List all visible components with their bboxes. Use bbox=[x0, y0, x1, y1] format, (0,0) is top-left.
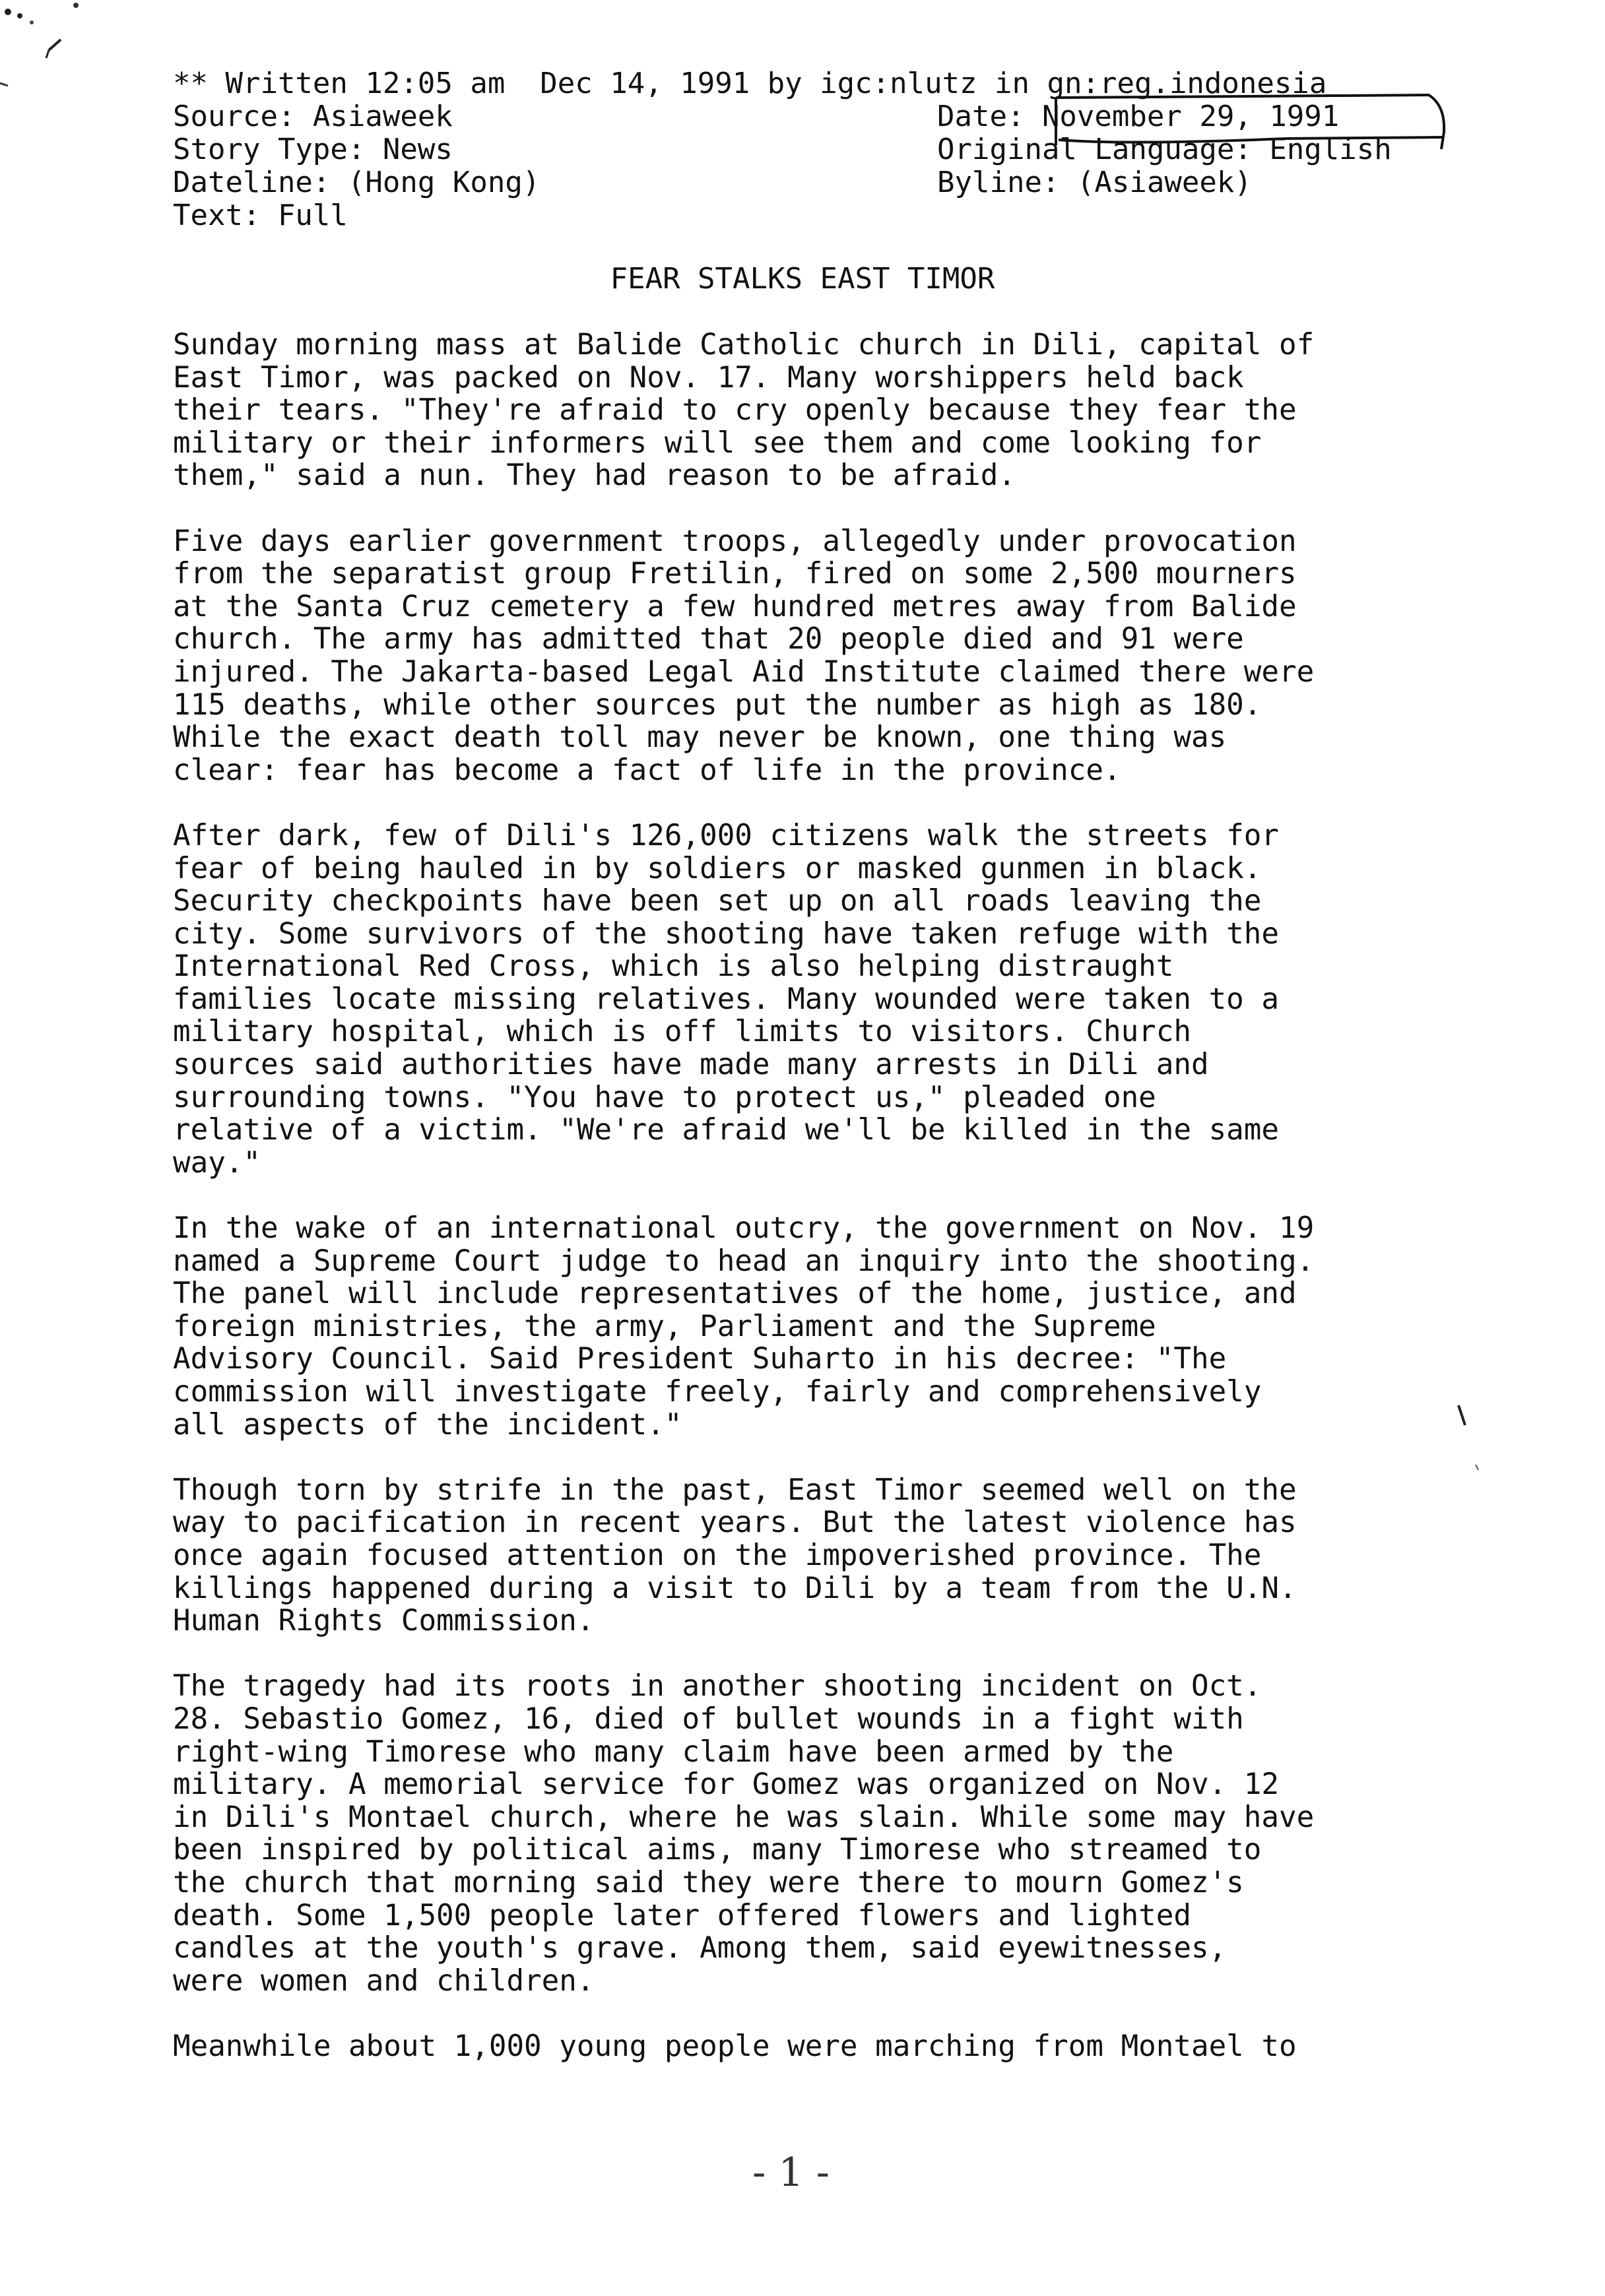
article-paragraph: The tragedy had its roots in another shooting incident on Oct. 28. Sebastio Gomez, 16, died of bullet wounds in a fight with right-wing Timorese who many claim have been armed by the military. A memorial service for Gomez was organized on Nov. 12 in Dili's Montael church, where he was slain. While some may have been inspired by political aims, many Timorese who streamed to the church that morning said they were there to mourn Gomez's death. Some 1,500 people later offered flowers and lighted candles at the youth's grave. Among them, said eyewitnesses, were women and children. bbox=[173, 1669, 1315, 1998]
header-written-line: ** Written 12:05 am Dec 14, 1991 by igc:nlutz in gn:reg.indonesia bbox=[173, 67, 1327, 100]
article-paragraph: After dark, few of Dili's 126,000 citizens walk the streets for fear of being hauled in by soldiers or masked gunmen in black. Security checkpoints have been set up on all roads leaving the city. Some survivors of the shooting have taken refuge with the International Red Cross, which is also helping distraught families locate missing relatives. Many wounded were taken to a military hospital, which is off limits to visitors. Church sources said authorities have made many arrests in Dili and surrounding towns. "You have to protect us," pleaded one relative of a victim. "We're afraid we'll be killed in the same way." bbox=[173, 818, 1279, 1180]
article-body bbox=[173, 329, 1493, 2095]
header-date: Date: November 29, 1991 bbox=[937, 100, 1340, 133]
scan-mark-top-left bbox=[0, 0, 132, 106]
page-number-mark: - 1 - bbox=[752, 2150, 830, 2196]
header-source: Source: Asiaweek bbox=[173, 100, 453, 133]
article-title: FEAR STALKS EAST TIMOR bbox=[610, 262, 995, 296]
header-byline: Byline: (Asiaweek) bbox=[937, 166, 1252, 199]
header-text-type: Text: Full bbox=[173, 199, 348, 232]
article-paragraph: Meanwhile about 1,000 young people were marching from Montael to bbox=[173, 2029, 1297, 2063]
article-paragraph: Sunday morning mass at Balide Catholic church in Dili, capital of East Timor, was packed on Nov. 17. Many worshippers held back their tears. "They're afraid to cry openly because they fear the military or their informers will see them and come looking for them," said a nun. They had reason to be afraid. bbox=[173, 328, 1315, 493]
article-paragraph: Though torn by strife in the past, East Timor seemed well on the way to pacification in recent years. But the latest violence has once again focused attention on the impoverished province. The killings happened during a visit to Dili by a team from the U.N. Human Rights Commission. bbox=[173, 1473, 1297, 1638]
header-original-language: Original Language: English bbox=[937, 133, 1392, 166]
header-dateline: Dateline: (Hong Kong) bbox=[173, 166, 540, 199]
header-story-type: Story Type: News bbox=[173, 133, 453, 166]
article-paragraph: In the wake of an international outcry, the government on Nov. 19 named a Supreme Court judge to head an inquiry into the shooting. The panel will include representatives of the home, justice, and foreign ministries, the army, Parliament and the Supreme Advisory Council. Said President Suharto in his decree: "The commission will investigate freely, fairly and comprehensively all aspects of the incident." bbox=[173, 1211, 1315, 1442]
handwritten-date-box bbox=[1049, 86, 1458, 158]
article-paragraph: Five days earlier government troops, allegedly under provocation from the separatist group Fretilin, fired on some 2,500 mourners at the Santa Cruz cemetery a few hundred metres away from Balide church. The army has admitted that 20 people died and 91 were injured. The Jakarta-based Legal Aid Institute claimed there were 115 deaths, while other sources put the number as high as 180. While the exact death toll may never be known, one thing was clear: fear has become a fact of life in the province. bbox=[173, 524, 1315, 787]
